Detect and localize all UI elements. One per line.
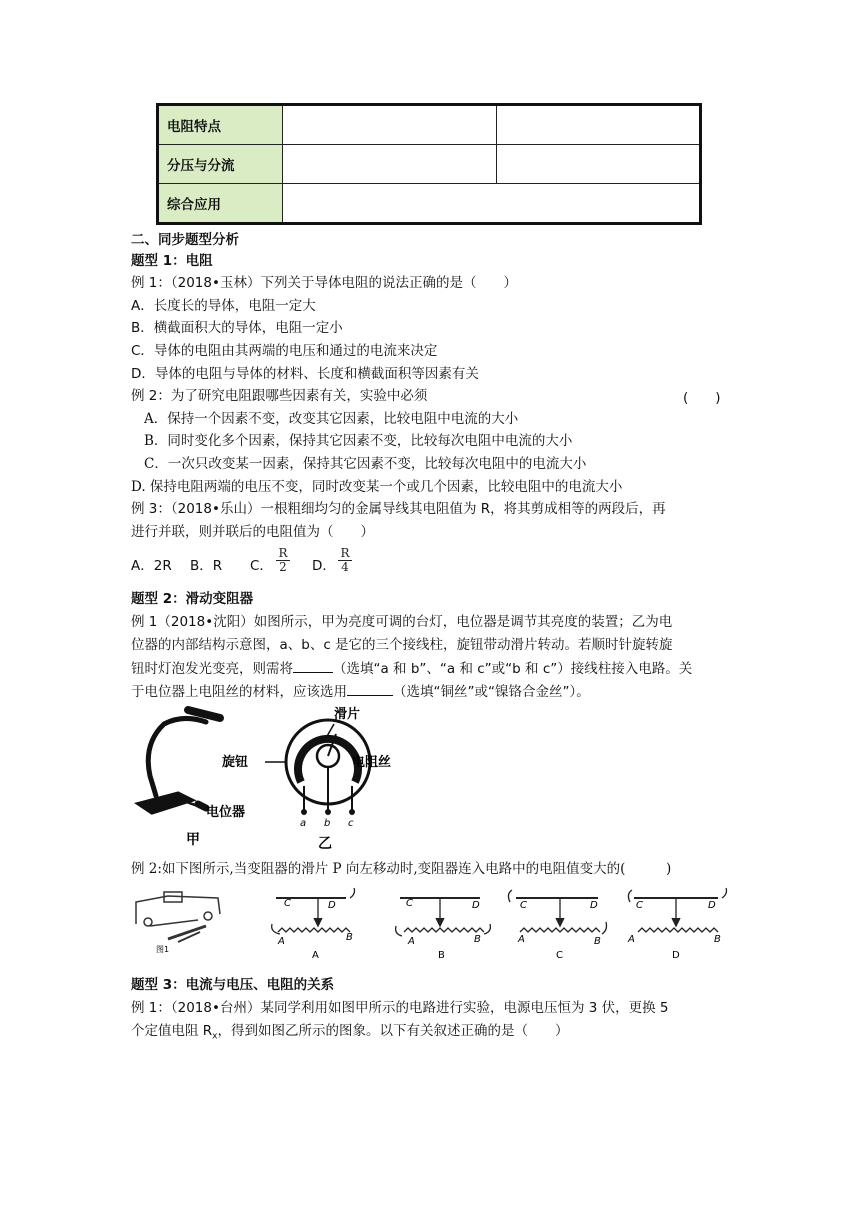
text-run: 于电位器上电阻丝的材料，应该选用 <box>131 684 347 700</box>
option-d-label: D <box>672 950 680 961</box>
terminal-c-label: C <box>406 898 413 909</box>
type2-ex2-stem: 例 2:如下图所示,当变阻器的滑片 P 向左移动时,变阻器连入电路中的电阻值变大的( ) <box>131 861 672 877</box>
terminal-b-label: B <box>346 932 353 943</box>
type1-ex2-option: A．保持一个因素不变，改变其它因素，比较电阻中电流的大小 <box>144 411 519 427</box>
table-cell <box>283 105 497 145</box>
text-run: 钮时灯泡发光变亮，则需将 <box>131 661 293 677</box>
option-b-label: B <box>438 950 445 961</box>
terminal-a-label: A <box>278 936 285 947</box>
type1-ex1-option: C．导体的电阻由其两端的电压和通过的电流来决定 <box>131 343 438 359</box>
type1-ex1-option: B．横截面积大的导体，电阻一定小 <box>131 320 343 336</box>
fraction-denominator: 4 <box>341 560 349 574</box>
table-row-label: 综合应用 <box>158 184 283 224</box>
terminal-c-label: C <box>284 898 291 909</box>
text-run: 个定值电阻 R <box>131 1023 213 1039</box>
terminal-b-label: b <box>324 818 331 829</box>
table-cell <box>283 145 497 184</box>
terminal-b-label: B <box>714 934 721 945</box>
table-cell <box>283 184 701 224</box>
rheostat-panel-a <box>272 888 355 934</box>
type3-heading: 题型 3：电流与电压、电阻的关系 <box>131 977 335 993</box>
option-a-label: A <box>312 950 319 961</box>
terminal-b-label: B <box>474 934 481 945</box>
terminal-b-label: B <box>594 936 601 947</box>
table-cell <box>497 105 701 145</box>
type3-ex1-line2 <box>131 1021 569 1047</box>
type1-ex3-line1: 例 3：（2018•乐山）一根粗细均匀的金属导线其电阻值为 R，将其剪成相等的两段后，再 <box>131 501 666 517</box>
terminal-d-label: D <box>328 900 336 911</box>
type2-ex1-line3 <box>131 658 692 679</box>
fraction-r-over-4 <box>338 548 352 573</box>
type3-ex1-line1: 例 1：（2018•台州）某同学利用如图甲所示的电路进行实验，电源电压恒为 3 伏，更换 5 <box>131 1000 669 1016</box>
terminal-d-label: D <box>590 900 598 911</box>
terminal-a-label: A <box>518 934 525 945</box>
figure-label-xuanniu: 旋钮 <box>222 755 249 770</box>
fill-blank <box>293 658 333 673</box>
terminal-a-label: A <box>628 934 635 945</box>
type1-ex1-option: A．长度长的导体，电阻一定大 <box>131 298 316 314</box>
type1-ex3-option-b: B．R <box>190 558 223 574</box>
type1-heading: 题型 1：电阻 <box>131 253 213 269</box>
section-title: 二、同步题型分析 <box>131 232 239 248</box>
type1-ex2-stem: 例 2：为了研究电阻跟哪些因素有关，实验中必须 <box>131 388 428 404</box>
text-run: （选填“a 和 b”、“a 和 c”或“b 和 c”）接线柱接入电路。关 <box>333 661 693 677</box>
figure-label-jia: 甲 <box>186 832 200 848</box>
fraction-r-over-2 <box>276 548 290 573</box>
fraction-numerator: R <box>340 546 350 560</box>
option-c-label: C <box>556 950 563 961</box>
circuit-sketch <box>136 892 220 942</box>
terminal-a-label: A <box>408 936 415 947</box>
subscript-text: x <box>212 1031 218 1042</box>
terminal-d-label: D <box>708 900 716 911</box>
figure-label-huapian: 滑片 <box>334 707 361 722</box>
rheostat-panel-c <box>508 890 606 934</box>
terminal-c-label: C <box>636 900 643 911</box>
answer-paren: ( ) <box>683 390 721 406</box>
type2-ex1-line1: 例 1（2018•沈阳）如图所示，甲为亮度可调的台灯，电位器是调节其亮度的装置；乙为电 <box>131 614 673 630</box>
type1-ex2-option: B．同时变化多个因素，保持其它因素不变，比较每次电阻中电流的大小 <box>144 433 573 449</box>
table-row <box>158 105 701 145</box>
type2-ex1-line4 <box>131 681 590 702</box>
type1-ex2-option: D. 保持电阻两端的电压不变，同时改变某一个或几个因素，比较电阻中的电流大小 <box>131 479 623 495</box>
text-run: （选填“铜丝”或“镍铬合金丝”）。 <box>393 684 590 700</box>
table-row <box>158 184 701 224</box>
type1-ex3-option-a: A．2R <box>131 558 172 574</box>
figure-number-label: 图1 <box>156 945 170 954</box>
type1-ex3-option-d: D． <box>312 558 336 574</box>
type1-ex2-option: C．一次只改变某一因素，保持其它因素不变，比较每次电阻中的电流大小 <box>144 456 587 472</box>
rheostat-options-figure <box>128 884 740 964</box>
text-run: ，得到如图乙所示的图象。以下有关叙述正确的是（ ） <box>217 1023 569 1039</box>
type1-ex1-option: D．导体的电阻与导体的材料、长度和横截面积等因素有关 <box>131 366 479 382</box>
type1-ex3-option-c: C． <box>250 558 273 574</box>
table-cell <box>497 145 701 184</box>
summary-table <box>156 103 702 225</box>
type1-ex3-line2: 进行并联，则并联后的电阻值为（ ） <box>131 524 374 540</box>
desk-lamp-illustration <box>140 710 220 812</box>
lamp-potentiometer-figure <box>128 704 408 854</box>
type2-heading: 题型 2：滑动变阻器 <box>131 591 254 607</box>
fill-blank <box>347 681 393 696</box>
table-row-label: 电阻特点 <box>158 105 283 145</box>
terminal-c-label: C <box>520 900 527 911</box>
fraction-numerator: R <box>278 546 288 560</box>
fraction-denominator: 2 <box>279 560 287 574</box>
figure-label-yi: 乙 <box>318 836 332 852</box>
figure-label-dianweiqi: 电位器 <box>206 805 246 820</box>
figure-label-dianzusi: 电阻丝 <box>352 755 392 770</box>
table-row <box>158 145 701 184</box>
type2-ex1-line2: 位器的内部结构示意图，a、b、c 是它的三个接线柱，旋钮带动滑片转动。若顺时针旋转旋 <box>131 637 673 653</box>
terminal-c-label: c <box>348 818 354 829</box>
terminal-d-label: D <box>472 900 480 911</box>
type1-ex1-stem: 例 1：（2018•玉林）下列关于导体电阻的说法正确的是（ ） <box>131 275 517 291</box>
terminal-a-label: a <box>300 818 307 829</box>
table-row-label: 分压与分流 <box>158 145 283 184</box>
